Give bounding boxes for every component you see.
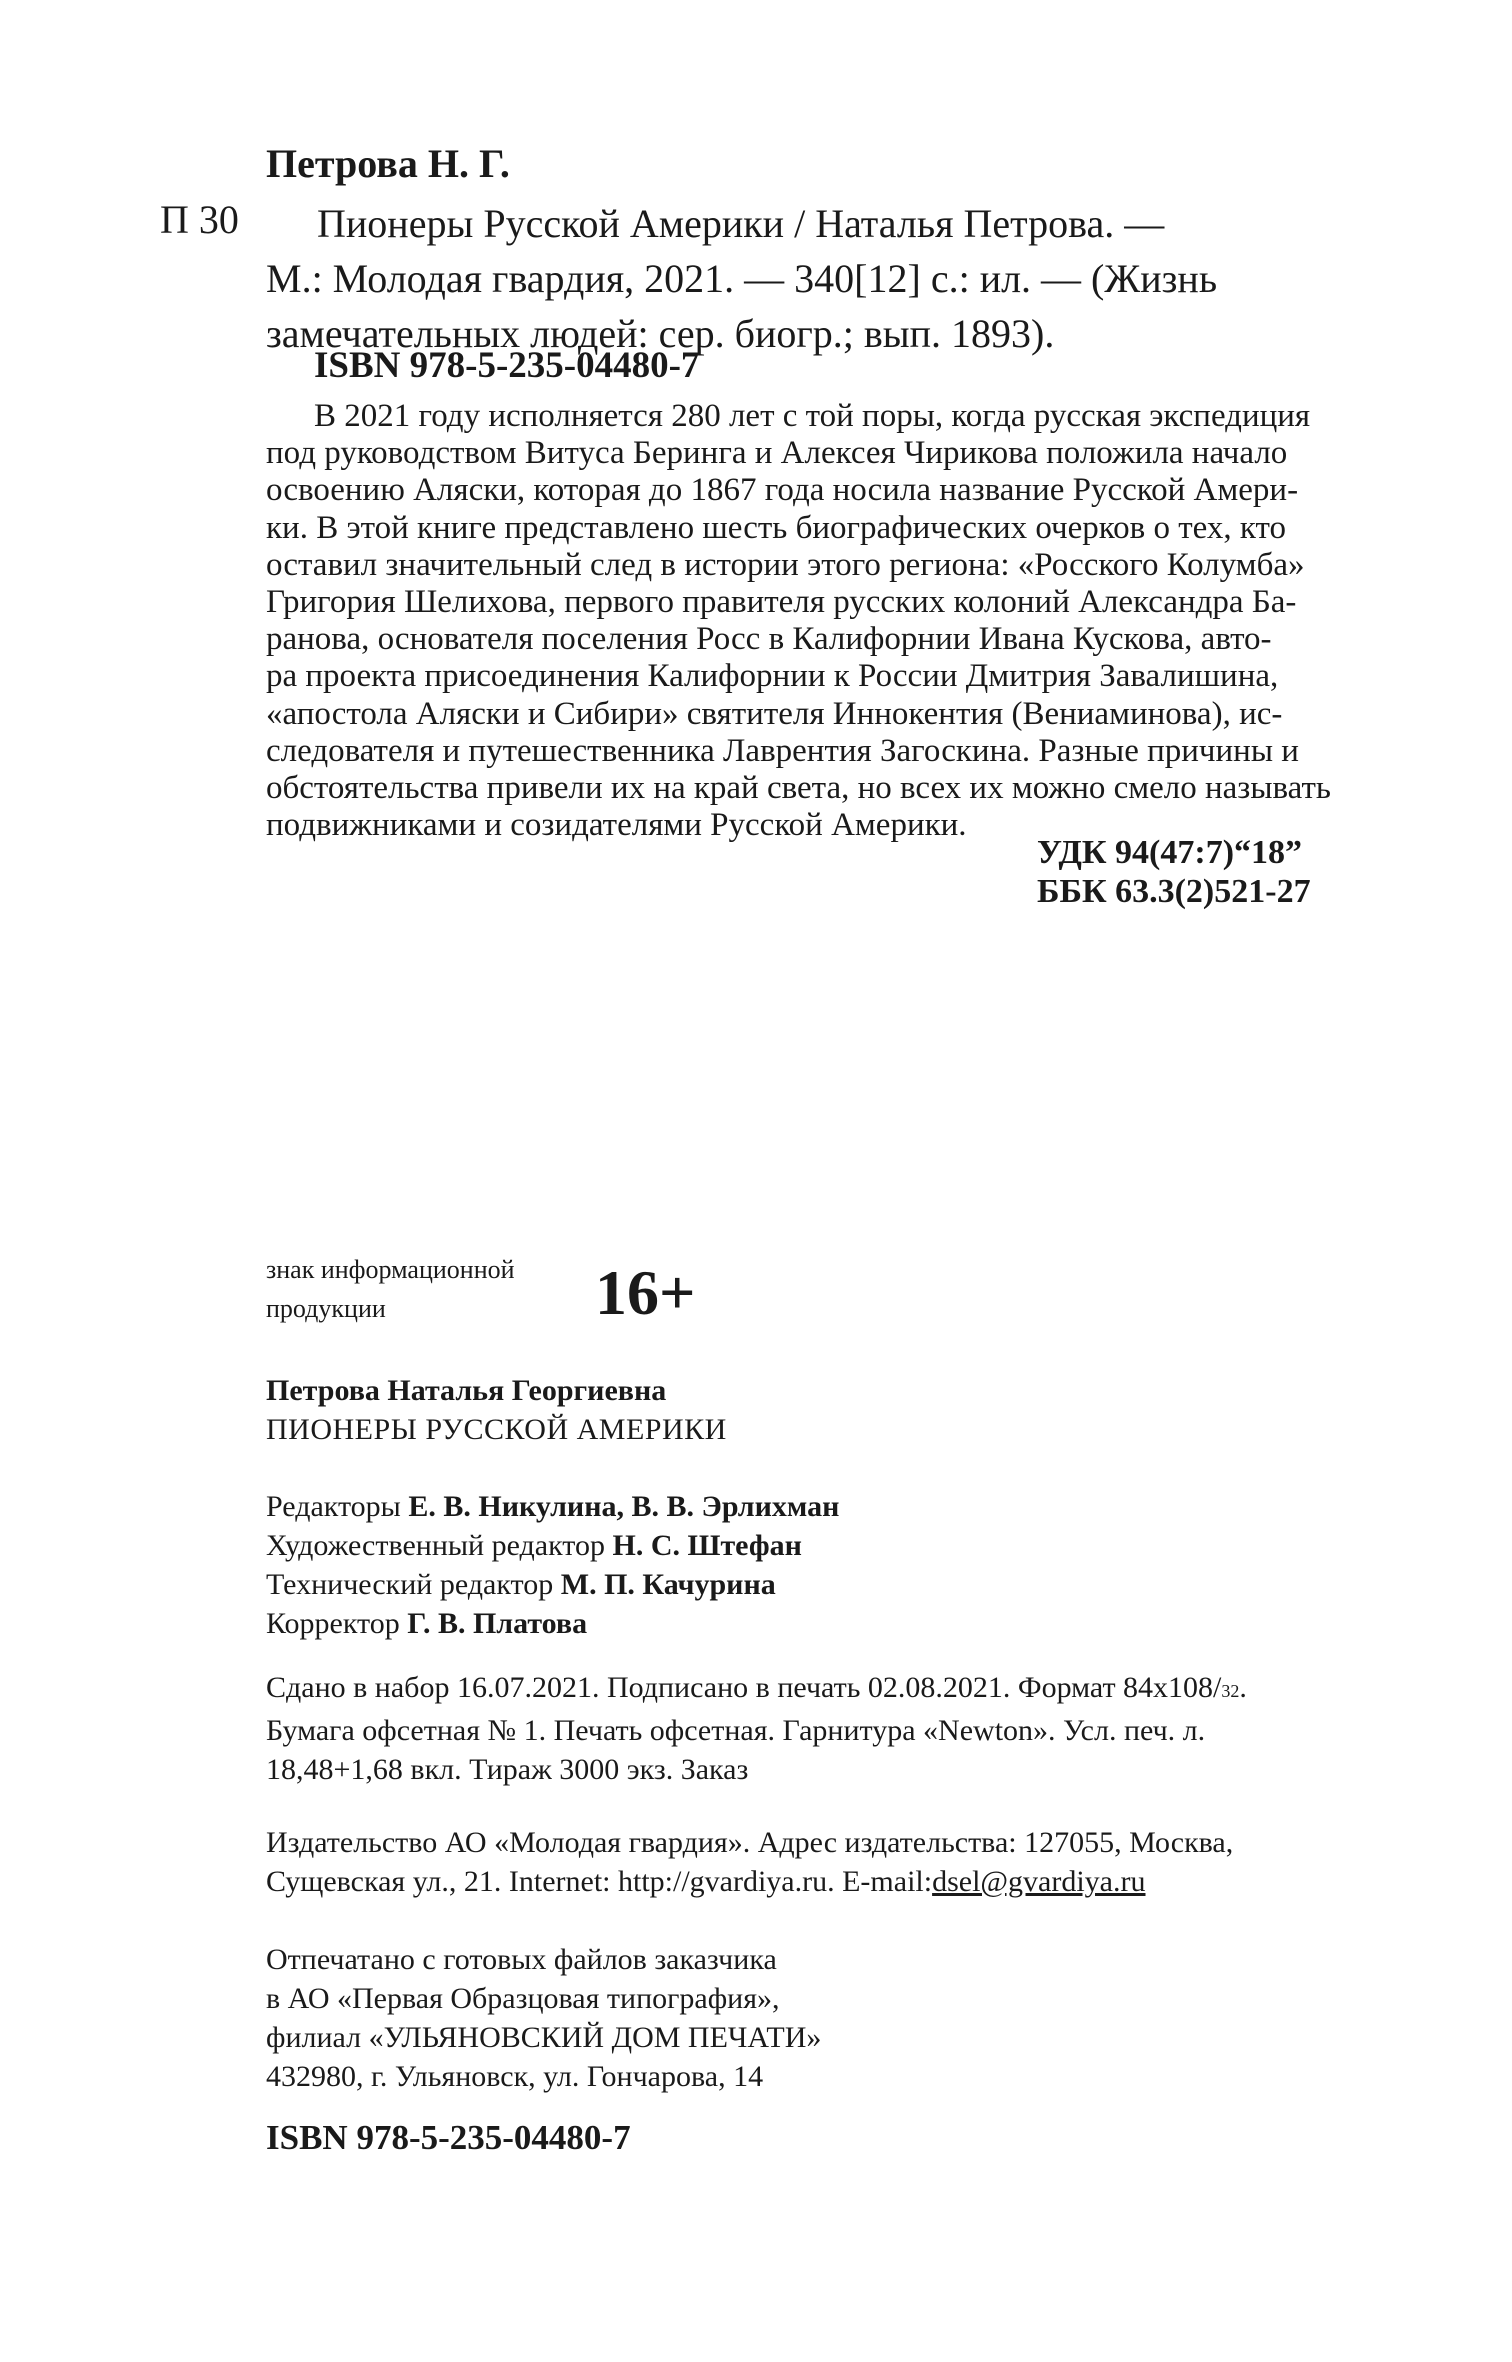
art-editor-line — [266, 1526, 839, 1565]
tech-editor-line — [266, 1565, 839, 1604]
age-rating-value: 16+ — [595, 1257, 696, 1328]
corrector-role: Корректор — [266, 1607, 400, 1640]
printer-info — [266, 1940, 821, 2096]
annotation-line: освоению Аляски, которая до 1867 года носила название Русской Амери- — [266, 472, 1299, 509]
art-editor-name: Н. С. Штефан — [612, 1529, 802, 1562]
printer-line: 432980, г. Ульяновск, ул. Гончарова, 14 — [266, 2060, 764, 2093]
isbn-top: ISBN 978-5-235-04480-7 — [314, 345, 700, 386]
bbk-code: ББК 63.3(2)521-27 — [1037, 873, 1311, 910]
annotation-line: ранова, основателя поселения Росс в Калифорнии Ивана Кускова, авто- — [266, 621, 1272, 658]
tech-editor-role: Технический редактор — [266, 1568, 554, 1601]
biblio-line: Пионеры Русской Америки / Наталья Петрова. — — [317, 201, 1165, 246]
bibliographic-description — [266, 196, 1331, 361]
format-fraction: 32 — [1221, 1681, 1240, 1701]
print-line: 18,48+1,68 вкл. Тираж 3000 экз. Заказ — [266, 1753, 749, 1786]
book-credits — [266, 1371, 727, 1449]
annotation-line: ки. В этой книге представлено шесть биографических очерков о тех, кто — [266, 509, 1286, 546]
editors-line — [266, 1487, 839, 1526]
print-line: Бумага офсетная № 1. Печать офсетная. Гарнитура «Newton». Усл. печ. л. — [266, 1714, 1206, 1747]
biblio-line: замечательных людей: сер. биогр.; вып. 1893). — [266, 311, 1055, 356]
art-editor-role: Художественный редактор — [266, 1529, 605, 1562]
annotation-line: следователя и путешественника Лаврентия Загоскина. Разные причины и — [266, 732, 1299, 769]
isbn-bottom: ISBN 978-5-235-04480-7 — [266, 2118, 631, 2157]
annotation-line: В 2021 году исполняется 280 лет с той поры, когда русская экспедиция — [314, 398, 1311, 434]
annotation-line: подвижниками и созидателями Русской Америки. — [266, 807, 967, 844]
corrector-line — [266, 1604, 839, 1643]
annotation-line: ра проекта присоединения Калифорнии к России Дмитрия Завалишина, — [266, 658, 1279, 695]
age-rating-label — [266, 1250, 586, 1328]
annotation-line: Григория Шелихова, первого правителя русских колоний Александра Ба- — [266, 584, 1297, 621]
printer-line: в АО «Первая Образцовая типография», — [266, 1982, 780, 2015]
print-line-main: Сдано в набор 16.07.2021. Подписано в печать 02.08.2021. Формат 84х108/ — [266, 1671, 1222, 1704]
age-rating-label-line: знак информационной — [266, 1255, 515, 1284]
age-rating-label-line: продукции — [266, 1294, 386, 1323]
publisher-address: Сущевская ул., 21. Internet: http://gvardiya.ru. E-mail: — [266, 1865, 933, 1898]
print-line-end: . — [1239, 1671, 1247, 1704]
editors-role: Редакторы — [266, 1490, 401, 1523]
publisher-line — [266, 1862, 1233, 1901]
annotation-line: «апостола Аляски и Сибири» святителя Иннокентия (Вениаминова), ис- — [266, 695, 1283, 732]
author-heading: Петрова Н. Г. — [266, 141, 510, 186]
editorial-staff — [266, 1487, 839, 1643]
classification-codes — [1037, 833, 1311, 911]
tech-editor-name: М. П. Качурина — [560, 1568, 776, 1601]
printer-line: Отпечатано с готовых файлов заказчика — [266, 1943, 777, 1976]
annotation — [266, 398, 1331, 844]
catalog-code: П 30 — [160, 197, 239, 242]
printer-line: филиал «УЛЬЯНОВСКИЙ ДОМ ПЕЧАТИ» — [266, 2021, 822, 2054]
corrector-name: Г. В. Платова — [407, 1607, 588, 1640]
annotation-line: под руководством Витуса Беринга и Алексея Чирикова положила начало — [266, 435, 1288, 472]
publisher-line: Издательство АО «Молодая гвардия». Адрес издательства: 127055, Москва, — [266, 1826, 1234, 1859]
email-link[interactable]: dsel@gvardiya.ru — [932, 1865, 1146, 1898]
annotation-line: обстоятельства привели их на край света, но всех их можно смело называть — [266, 770, 1331, 807]
annotation-line: оставил значительный след в истории этого региона: «Росского Колумба» — [266, 546, 1305, 583]
print-details — [266, 1668, 1247, 1789]
print-line — [266, 1668, 1247, 1711]
publisher-info — [266, 1823, 1233, 1901]
udk-code: УДК 94(47:7)“18” — [1037, 834, 1303, 871]
book-title-upper: ПИОНЕРЫ РУССКОЙ АМЕРИКИ — [266, 1413, 727, 1446]
editors-names: Е. В. Никулина, В. В. Эрлихман — [408, 1490, 840, 1523]
biblio-line: М.: Молодая гвардия, 2021. — 340[12] с.: ил. — (Жизнь — [266, 256, 1218, 301]
author-full-name: Петрова Наталья Георгиевна — [266, 1374, 667, 1407]
